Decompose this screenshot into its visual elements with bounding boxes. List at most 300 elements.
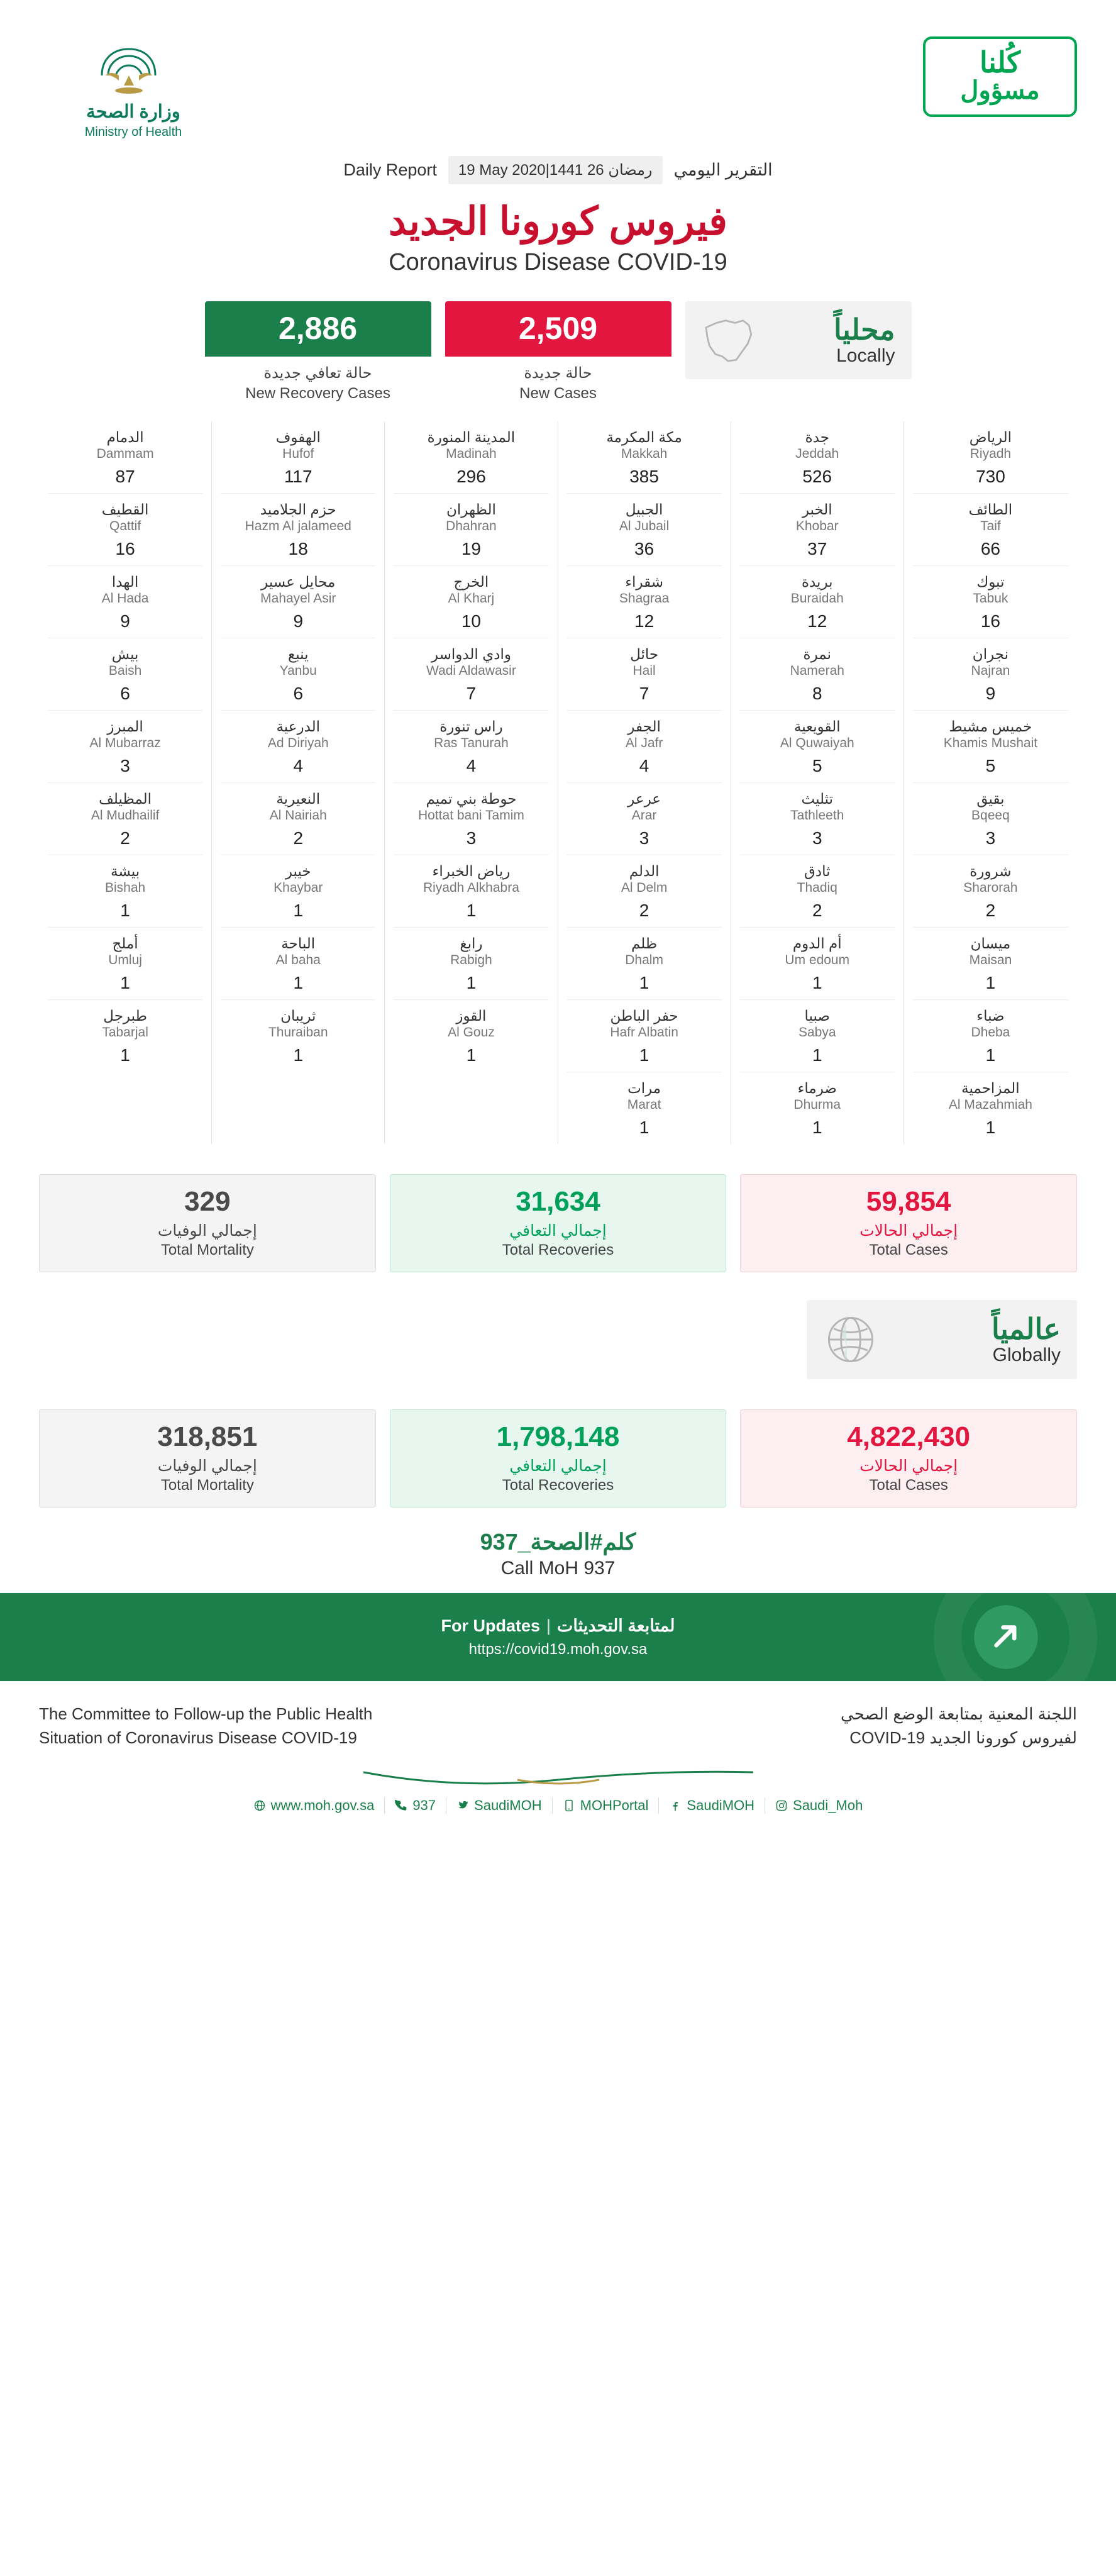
updates-separator: |: [546, 1616, 551, 1635]
ministry-name-en: Ministry of Health: [84, 125, 182, 139]
city-value: 1: [985, 1045, 996, 1065]
city-cell: [394, 999, 548, 1072]
decorative-swoosh: [357, 1765, 760, 1786]
city-cell: [48, 421, 202, 493]
city-name-ar: مكة المكرمة: [606, 429, 682, 445]
footer-item-facebook[interactable]: [658, 1797, 765, 1814]
city-name-ar: راس تنورة: [439, 718, 503, 735]
city-name-ar: رياض الخبراء: [432, 863, 511, 879]
footer-label-facebook: SaudiMOH: [687, 1797, 755, 1814]
city-value: 3: [639, 828, 649, 848]
summary-cards: [0, 301, 1116, 402]
new-recovery-cases-card: [205, 301, 431, 402]
city-cell: [221, 493, 375, 565]
city-cell: [221, 927, 375, 999]
new-recovery-cases-value: 2,886: [205, 301, 431, 357]
city-column-4: [385, 421, 558, 1144]
city-cell: [740, 421, 895, 493]
city-name-ar: ينبع: [287, 646, 309, 662]
city-value: 730: [976, 467, 1005, 486]
new-cases-label-en: New Cases: [519, 385, 597, 402]
phone-icon: [395, 1799, 407, 1812]
updates-url[interactable]: https://covid19.moh.gov.sa: [468, 1640, 648, 1658]
city-cell: [740, 999, 895, 1072]
footer-item-portal[interactable]: [552, 1797, 659, 1814]
app-icon: [563, 1799, 575, 1812]
city-cell: [221, 855, 375, 927]
city-name-en: Al Gouz: [448, 1025, 495, 1040]
city-name-ar: الدلم: [629, 863, 660, 879]
city-cell: [48, 999, 202, 1072]
call-moh: [0, 1529, 1116, 1579]
ministry-name-ar: وزارة الصحة: [86, 102, 180, 122]
city-name-ar: القويعية: [793, 718, 841, 735]
local-total-recoveries-value: 31,634: [516, 1186, 600, 1217]
city-value: 16: [115, 539, 135, 558]
city-value: 7: [639, 684, 649, 703]
city-name-en: Shagraa: [619, 591, 670, 606]
city-name-ar: الهفوف: [275, 429, 321, 445]
city-cell: [740, 927, 895, 999]
global-total-mortality-value: 318,851: [157, 1421, 258, 1452]
city-name-en: Mahayel Asir: [260, 591, 336, 606]
city-cell: [221, 421, 375, 493]
moh-emblem-icon: [80, 36, 187, 97]
city-value: 1: [985, 973, 996, 992]
committee-section: [0, 1681, 1116, 1750]
city-cell: [567, 638, 722, 710]
city-name-ar: طبرجل: [103, 1008, 147, 1024]
call-moh-en: Call MoH 937: [500, 1558, 616, 1579]
city-name-en: Riyadh Alkhabra: [423, 880, 519, 895]
globally-label-ar: عالمياً: [992, 1313, 1061, 1346]
city-name-en: Thuraiban: [268, 1025, 328, 1040]
city-value: 9: [120, 611, 130, 631]
city-name-en: Khobar: [795, 519, 839, 533]
city-value: 16: [980, 611, 1000, 631]
city-name-en: Najran: [971, 663, 1010, 678]
city-value: 1: [466, 901, 477, 920]
city-value: 5: [812, 756, 822, 775]
local-total-cases-card: [740, 1174, 1077, 1272]
city-name-ar: الجبيل: [625, 501, 663, 518]
city-column-1: [904, 421, 1077, 1144]
footer-links: [0, 1786, 1116, 1839]
committee-en-line-1: The Committee to Follow-up the Public Health: [39, 1704, 373, 1723]
city-value: 1: [812, 973, 822, 992]
city-cell: [740, 638, 895, 710]
city-name-en: Jeddah: [795, 447, 839, 461]
committee-en-line-2: Situation of Coronavirus Disease COVID-19: [39, 1728, 357, 1747]
city-value: 2: [120, 828, 130, 848]
city-name-ar: بقيق: [976, 791, 1005, 807]
committee-text-en: [39, 1702, 372, 1750]
city-cell: [48, 493, 202, 565]
call-moh-ar: كلم#الصحة_937: [480, 1529, 636, 1555]
city-name-ar: عرعر: [627, 791, 661, 807]
local-total-mortality-label-ar: إجمالي الوفيات: [157, 1222, 257, 1240]
city-name-en: Buraidah: [790, 591, 844, 606]
city-name-en: Qattif: [109, 519, 141, 533]
city-name-en: Ad Diriyah: [267, 736, 329, 750]
city-value: 2: [985, 901, 996, 920]
footer-item-phone[interactable]: [384, 1797, 446, 1814]
city-name-ar: ضباء: [976, 1008, 1005, 1024]
city-value: 2: [293, 828, 304, 848]
city-name-en: Um edoum: [785, 953, 850, 967]
city-name-en: Hafr Albatin: [610, 1025, 678, 1040]
city-name-ar: خميس مشيط: [949, 718, 1032, 735]
city-value: 3: [985, 828, 996, 848]
city-column-6: [39, 421, 212, 1144]
city-name-ar: ثريبان: [280, 1008, 316, 1024]
city-value: 4: [466, 756, 477, 775]
global-total-cases-card: [740, 1409, 1077, 1507]
city-cell: [394, 927, 548, 999]
city-name-en: Tabuk: [973, 591, 1008, 606]
city-cell: [221, 710, 375, 782]
city-cell: [913, 855, 1068, 927]
city-name-en: Al Jafr: [625, 736, 663, 750]
city-name-en: Tabarjal: [102, 1025, 148, 1040]
local-total-cases-label-ar: إجمالي الحالات: [859, 1222, 958, 1240]
city-name-ar: الرياض: [969, 429, 1012, 445]
city-value: 3: [812, 828, 822, 848]
global-total-recoveries-card: [390, 1409, 727, 1507]
city-cell: [567, 927, 722, 999]
city-value: 385: [629, 467, 659, 486]
city-name-en: Al Mubarraz: [89, 736, 161, 750]
city-name-ar: الجفر: [627, 718, 661, 735]
city-cell: [567, 493, 722, 565]
city-name-en: Hufof: [282, 447, 314, 461]
daily-report-label-en: Daily Report: [343, 160, 437, 179]
city-value: 12: [807, 611, 827, 631]
city-name-en: Wadi Aldawasir: [426, 663, 516, 678]
city-cell: [740, 855, 895, 927]
city-name-en: Yanbu: [279, 663, 317, 678]
city-cell: [567, 565, 722, 638]
city-cell: [48, 565, 202, 638]
footer-label-portal: MOHPortal: [580, 1797, 649, 1814]
local-total-mortality-label-en: Total Mortality: [160, 1241, 254, 1258]
city-name-en: Dhahran: [446, 519, 497, 533]
city-name-ar: القطيف: [101, 501, 149, 518]
local-total-mortality-value: 329: [184, 1186, 231, 1217]
locally-section-header: [685, 301, 912, 379]
city-cell: [394, 782, 548, 855]
city-cell: [740, 565, 895, 638]
daily-report-label-ar: التقرير اليومي: [673, 160, 773, 179]
globe-icon: [820, 1309, 881, 1370]
city-value: 117: [284, 467, 312, 486]
city-name-ar: تثليث: [801, 791, 833, 807]
city-cell: [567, 710, 722, 782]
city-cell: [394, 710, 548, 782]
city-cell: [740, 493, 895, 565]
city-value: 8: [812, 684, 822, 703]
city-cell: [48, 782, 202, 855]
city-value: 1: [120, 1045, 130, 1065]
city-name-ar: خيبر: [285, 863, 311, 879]
city-cell: [567, 421, 722, 493]
city-name-en: Sabya: [798, 1025, 836, 1040]
city-value: 87: [115, 467, 135, 486]
footer-item-twitter[interactable]: [446, 1797, 552, 1814]
city-name-en: Hail: [633, 663, 656, 678]
city-name-ar: نجران: [972, 646, 1009, 662]
city-value: 1: [812, 1118, 822, 1137]
city-name-en: Dheba: [971, 1025, 1010, 1040]
global-total-cases-value: 4,822,430: [847, 1421, 971, 1452]
committee-ar-line-2: لفيروس كورونا الجديد COVID-19: [849, 1728, 1077, 1747]
city-value: 1: [120, 973, 130, 992]
city-cell: [48, 638, 202, 710]
city-name-ar: الباحة: [281, 935, 316, 952]
city-name-ar: الدمام: [106, 429, 144, 445]
city-cell: [913, 493, 1068, 565]
city-value: 2: [639, 901, 649, 920]
city-name-ar: بيشة: [110, 863, 140, 879]
city-value: 1: [639, 1118, 649, 1137]
city-cell: [394, 421, 548, 493]
campaign-line-2: مسؤول: [960, 77, 1040, 104]
city-name-en: Khaybar: [273, 880, 323, 895]
instagram-icon: [775, 1799, 788, 1812]
campaign-badge: [923, 36, 1077, 117]
arrow-circle-icon: [971, 1602, 1041, 1672]
city-name-ar: المظيلف: [99, 791, 152, 807]
city-value: 9: [985, 684, 996, 703]
city-name-en: Tathleeth: [790, 808, 844, 823]
local-total-recoveries-card: [390, 1174, 727, 1272]
locally-label-ar: محلياً: [834, 313, 895, 347]
city-name-en: Marat: [627, 1097, 661, 1112]
city-column-2: [731, 421, 904, 1144]
city-cell: [913, 999, 1068, 1072]
city-name-en: Al Mazahmiah: [948, 1097, 1032, 1112]
ministry-of-health-logo: [39, 36, 228, 140]
city-name-ar: شقراء: [625, 574, 663, 590]
city-name-en: Umluj: [108, 953, 142, 967]
updates-banner: [0, 1593, 1116, 1681]
global-total-cases-label-en: Total Cases: [869, 1477, 948, 1494]
city-cell: [567, 855, 722, 927]
locally-label-en: Locally: [836, 345, 895, 366]
city-name-ar: الطائف: [968, 501, 1013, 518]
new-cases-card: [445, 301, 671, 402]
city-value: 10: [461, 611, 481, 631]
city-name-ar: ثادق: [804, 863, 831, 879]
city-name-ar: الخبر: [802, 501, 832, 518]
city-name-en: Dhurma: [793, 1097, 841, 1112]
city-name-en: Thadiq: [797, 880, 837, 895]
city-cell: [567, 1072, 722, 1144]
city-value: 3: [120, 756, 130, 775]
city-cell: [740, 1072, 895, 1144]
updates-label-en: For Updates: [441, 1616, 540, 1635]
city-value: 1: [293, 1045, 304, 1065]
footer-item-website[interactable]: [243, 1797, 385, 1814]
global-total-cases-label-ar: إجمالي الحالات: [859, 1457, 958, 1475]
updates-label-ar: لمتابعة التحديثات: [557, 1616, 675, 1635]
city-name-en: Al Nairiah: [269, 808, 327, 823]
city-name-ar: مرات: [627, 1080, 661, 1096]
city-value: 12: [634, 611, 655, 631]
city-name-ar: حائل: [630, 646, 659, 662]
local-total-recoveries-label-ar: إجمالي التعافي: [509, 1222, 607, 1240]
city-name-ar: وادي الدواسر: [431, 646, 511, 662]
city-name-en: Makkah: [621, 447, 668, 461]
city-cell: [221, 638, 375, 710]
city-cases-grid: [39, 421, 1077, 1144]
city-name-ar: جدة: [805, 429, 829, 445]
city-cell: [221, 782, 375, 855]
committee-ar-line-1: اللجنة المعنية بمتابعة الوضع الصحي: [841, 1704, 1077, 1723]
city-value: 5: [985, 756, 996, 775]
city-value: 7: [466, 684, 477, 703]
city-cell: [567, 999, 722, 1072]
city-name-ar: ضرماء: [797, 1080, 837, 1096]
city-cell: [394, 493, 548, 565]
city-name-ar: بيش: [111, 646, 139, 662]
city-name-en: Baish: [108, 663, 142, 678]
city-name-en: Al Mudhailif: [91, 808, 160, 823]
city-name-ar: المبرز: [107, 718, 143, 735]
city-value: 1: [639, 1045, 649, 1065]
city-name-en: Maisan: [969, 953, 1012, 967]
local-totals: [39, 1174, 1077, 1272]
city-cell: [913, 638, 1068, 710]
city-name-en: Madinah: [446, 447, 497, 461]
city-name-ar: حوطة بني تميم: [426, 791, 517, 807]
city-name-en: Sharorah: [963, 880, 1018, 895]
city-name-ar: ميسان: [970, 935, 1011, 952]
city-column-3: [558, 421, 731, 1144]
global-total-mortality-label-en: Total Mortality: [160, 1477, 254, 1494]
city-value: 1: [639, 973, 649, 992]
city-cell: [48, 855, 202, 927]
city-value: 37: [807, 539, 827, 558]
new-cases-value: 2,509: [445, 301, 671, 357]
city-cell: [913, 421, 1068, 493]
city-name-ar: صبيا: [804, 1008, 830, 1024]
local-total-recoveries-label-en: Total Recoveries: [502, 1241, 614, 1258]
city-name-ar: القوز: [456, 1008, 487, 1024]
page-header: [0, 0, 1116, 140]
globally-section-header-row: [39, 1300, 1077, 1379]
city-cell: [221, 999, 375, 1072]
city-value: 296: [456, 467, 486, 486]
city-name-ar: محايل عسير: [261, 574, 336, 590]
city-cell: [913, 565, 1068, 638]
city-cell: [913, 710, 1068, 782]
city-name-en: Rabigh: [450, 953, 492, 967]
city-name-ar: النعيرية: [276, 791, 321, 807]
city-value: 1: [293, 901, 304, 920]
page-title-ar: فيروس كورونا الجديد: [389, 200, 727, 243]
city-name-ar: المدينة المنورة: [427, 429, 516, 445]
report-date: 19 May 2020|1441 رمضان 26: [448, 156, 663, 184]
city-column-5: [212, 421, 385, 1144]
committee-text-ar: [841, 1702, 1077, 1750]
city-value: 19: [461, 539, 481, 558]
city-name-en: Al Hada: [101, 591, 149, 606]
city-value: 66: [980, 539, 1000, 558]
city-name-ar: بريدة: [801, 574, 833, 590]
city-name-ar: نمرة: [803, 646, 831, 662]
city-value: 526: [802, 467, 832, 486]
city-value: 4: [639, 756, 649, 775]
city-name-en: Taif: [980, 519, 1001, 533]
footer-label-phone: 937: [412, 1797, 436, 1814]
city-name-ar: رابغ: [460, 935, 483, 952]
city-name-en: Bishah: [104, 880, 146, 895]
city-name-ar: الخرج: [453, 574, 489, 590]
city-name-ar: ظلم: [631, 935, 658, 952]
city-cell: [913, 927, 1068, 999]
city-name-en: Hazm Al jalameed: [245, 519, 351, 533]
city-value: 6: [120, 684, 130, 703]
city-name-en: Namerah: [790, 663, 844, 678]
footer-item-instagram[interactable]: [765, 1797, 873, 1814]
globe-icon: [253, 1799, 266, 1812]
globally-label-en: Globally: [992, 1344, 1061, 1365]
new-recovery-cases-label-en: New Recovery Cases: [245, 385, 390, 402]
city-value: 1: [466, 973, 477, 992]
city-name-ar: شرورة: [970, 863, 1012, 879]
city-name-ar: تبوك: [976, 574, 1005, 590]
city-value: 1: [120, 901, 130, 920]
global-total-mortality-label-ar: إجمالي الوفيات: [157, 1457, 257, 1475]
local-total-mortality-card: [39, 1174, 376, 1272]
city-cell: [394, 855, 548, 927]
footer-label-instagram: Saudi_Moh: [793, 1797, 863, 1814]
city-cell: [740, 710, 895, 782]
global-total-recoveries-value: 1,798,148: [496, 1421, 620, 1452]
city-name-ar: الظهران: [446, 501, 496, 518]
campaign-line-1: كُلنا: [979, 46, 1021, 79]
city-name-ar: حفر الباطن: [610, 1008, 678, 1024]
twitter-icon: [456, 1799, 469, 1812]
city-name-en: Hottat bani Tamim: [418, 808, 524, 823]
city-value: 9: [293, 611, 304, 631]
footer-label-website: www.moh.gov.sa: [270, 1797, 375, 1814]
city-value: 1: [812, 1045, 822, 1065]
city-value: 2: [812, 901, 822, 920]
city-cell: [48, 710, 202, 782]
city-name-en: Al baha: [275, 953, 321, 967]
local-total-cases-label-en: Total Cases: [869, 1241, 948, 1258]
city-value: 1: [985, 1118, 996, 1137]
city-name-ar: الهدا: [111, 574, 139, 590]
saudi-map-icon: [699, 311, 757, 369]
city-name-ar: أملج: [112, 935, 138, 952]
city-cell: [567, 782, 722, 855]
city-name-ar: المزاحمية: [961, 1080, 1020, 1096]
city-cell: [913, 782, 1068, 855]
new-cases-label-ar: حالة جديدة: [524, 365, 592, 382]
global-total-mortality-card: [39, 1409, 376, 1507]
city-value: 36: [634, 539, 655, 558]
city-value: 18: [288, 539, 308, 558]
city-name-en: Dhalm: [625, 953, 663, 967]
city-name-en: Arar: [631, 808, 657, 823]
city-name-en: Bqeeq: [971, 808, 1010, 823]
facebook-icon: [669, 1799, 682, 1812]
city-name-en: Al Delm: [621, 880, 668, 895]
city-name-en: Al Kharj: [448, 591, 495, 606]
